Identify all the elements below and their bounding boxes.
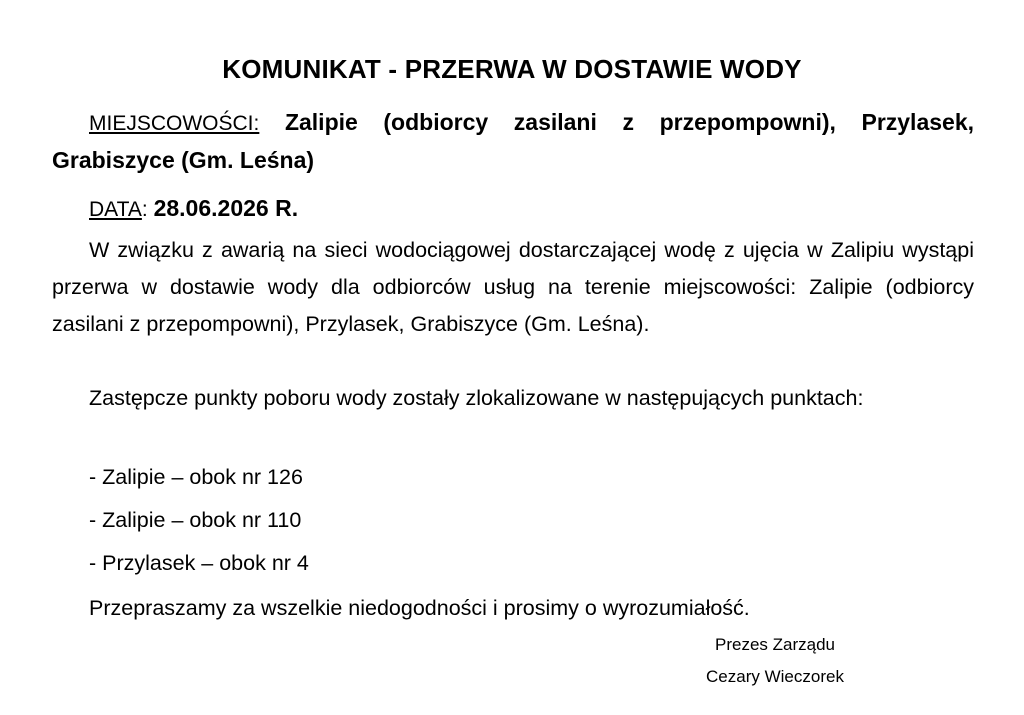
signature-name: Cezary Wieczorek [706,667,844,686]
date-value: 28.06.2026 R. [153,195,299,221]
water-point-item: - Zalipie – obok nr 126 [89,465,303,489]
places-section [52,104,974,179]
signature-role: Prezes Zarządu [715,635,835,654]
outage-paragraph: W związku z awarią na sieci wodociągowej dostarczającej wodę z ujęcia w Zalipiu wystąpi przerwa w dostawie wody dla odbiorców usług na terenie miejscowości: Zalipie (odbiorcy zasilani z przepompowni), Przylasek, Grabiszyce (Gm. Leśna). [52,238,974,336]
date-label: DATA [89,198,142,221]
water-point-item: - Zalipie – obok nr 110 [89,508,302,532]
date-separator: : [141,198,148,221]
date-section [52,190,1011,228]
water-point-item: - Przylasek – obok nr 4 [89,551,309,575]
water-points-intro: Zastępcze punkty poboru wody zostały zlokalizowane w następujących punktach: [89,386,864,410]
places-label: MIEJSCOWOŚCI: [89,112,260,135]
apology-text: Przepraszamy za wszelkie niedogodności i prosimy o wyrozumiałość. [89,596,750,620]
notice-title: KOMUNIKAT - PRZERWA W DOSTAWIE WODY [222,54,802,84]
places-value: Zalipie (odbiorcy zasilani z przepompowni), Przylasek, Grabiszyce (Gm. Leśna) [52,109,975,173]
